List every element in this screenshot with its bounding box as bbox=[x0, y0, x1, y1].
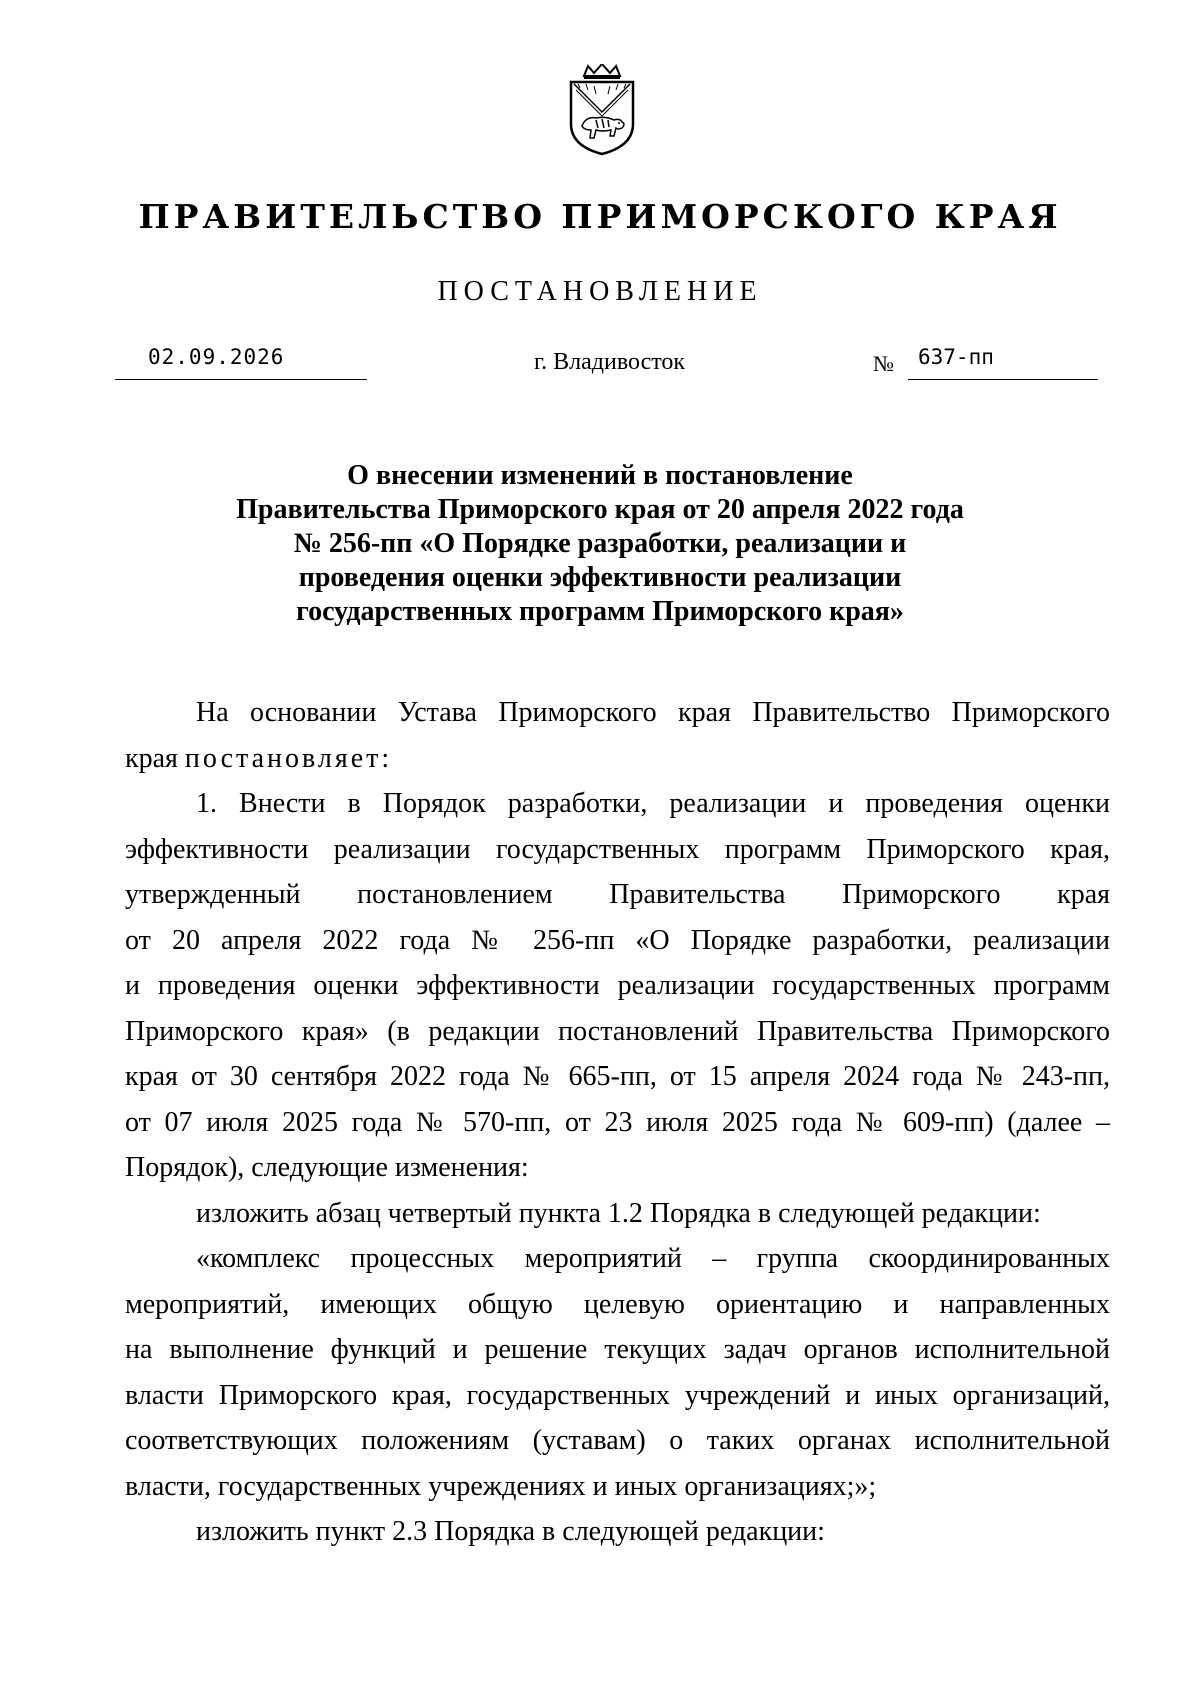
paragraph-line: изложить пункт 2.3 Порядка в следующей редакции: bbox=[196, 1516, 825, 1547]
paragraph-line: на выполнение функций и решение текущих задач органов исполнительной bbox=[125, 1334, 1110, 1365]
document-date: 02.09.2026 bbox=[148, 345, 285, 369]
heading-line: государственных программ Приморского края» bbox=[296, 596, 904, 627]
document-number: 637-пп bbox=[918, 345, 994, 369]
document-type: ПОСТАНОВЛЕНИЕ bbox=[437, 276, 763, 307]
paragraph-line: власти, государственных учреждениях и иных организациях;»; bbox=[125, 1470, 877, 1502]
organization-title: ПРАВИТЕЛЬСТВО ПРИМОРСКОГО КРАЯ bbox=[138, 197, 1062, 236]
heading-line: № 256-пп «О Порядке разработки, реализации и bbox=[293, 528, 907, 559]
paragraph-line: «комплекс процессных мероприятий – группа скоординированных bbox=[196, 1243, 1110, 1274]
paragraph-line: от 20 апреля 2022 года № 256-пп «О Порядке разработки, реализации bbox=[125, 924, 1110, 956]
paragraph-line bbox=[125, 736, 1110, 782]
paragraph-line: края от 30 сентября 2022 года № 665-пп, от 15 апреля 2024 года № 243-пп, bbox=[125, 1061, 1110, 1092]
heading-line: проведения оценки эффективности реализации bbox=[298, 562, 902, 593]
paragraph-line: соответствующих положениям (уставам) о таких органах исполнительной bbox=[125, 1425, 1110, 1456]
document-city: г. Владивосток bbox=[534, 349, 686, 375]
document-heading bbox=[0, 459, 1200, 629]
heading-line: Правительства Приморского края от 20 апреля 2022 года bbox=[236, 494, 964, 525]
paragraph-line: власти Приморского края, государственных учреждений и иных организаций, bbox=[125, 1379, 1110, 1411]
paragraph-line: мероприятий, имеющих общую целевую ориентацию и направленных bbox=[125, 1288, 1110, 1320]
paragraph-line: На основании Устава Приморского края Правительство Приморского bbox=[196, 697, 1110, 728]
coat-of-arms-icon bbox=[566, 64, 638, 156]
heading-line: О внесении изменений в постановление bbox=[347, 460, 853, 491]
paragraph-line: утвержденный постановлением Правительства Приморского края bbox=[125, 879, 1110, 910]
number-field bbox=[908, 345, 1098, 380]
paragraph-line: Порядок), следующие изменения: bbox=[125, 1152, 529, 1183]
paragraph-line: изложить абзац четвертый пункта 1.2 Порядка в следующей редакции: bbox=[196, 1197, 1041, 1229]
paragraph-line: Приморского края» (в редакции постановлений Правительства Приморского bbox=[125, 1015, 1110, 1047]
resolution-word: постановляет: bbox=[184, 742, 393, 774]
paragraph-line: и проведения оценки эффективности реализации государственных программ bbox=[125, 970, 1110, 1001]
date-field bbox=[115, 345, 367, 380]
text-fragment: края bbox=[125, 742, 178, 774]
paragraph-line: эффективности реализации государственных программ Приморского края, bbox=[125, 833, 1110, 865]
document-body bbox=[125, 690, 1110, 1555]
number-sign: № bbox=[873, 351, 894, 376]
paragraph-line: 1. Внести в Порядок разработки, реализации и проведения оценки bbox=[196, 788, 1110, 819]
paragraph-line: от 07 июля 2025 года № 570-пп, от 23 июля 2025 года № 609-пп) (далее – bbox=[125, 1106, 1110, 1138]
document-meta-row bbox=[0, 345, 1200, 385]
